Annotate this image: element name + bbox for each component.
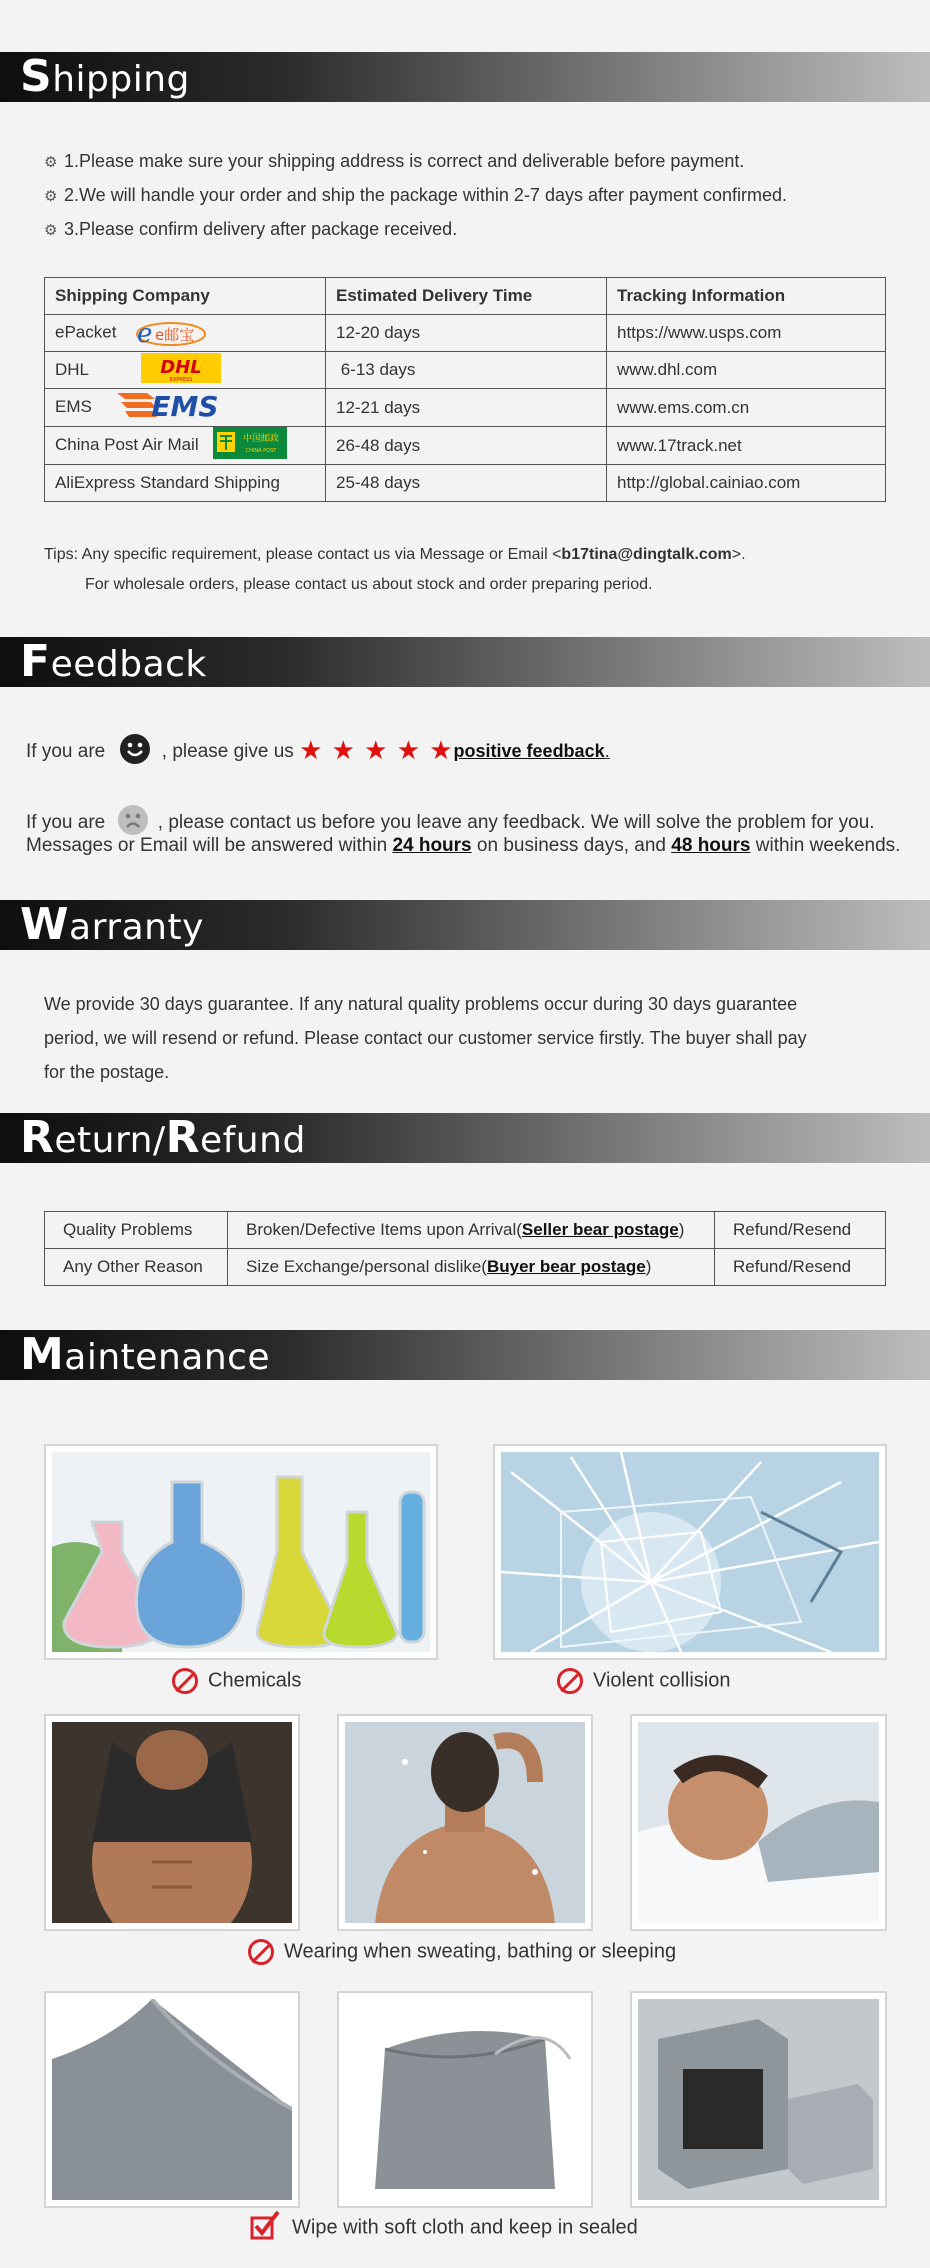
shipping-bullet-3: ⚙ 3.Please confirm delivery after package received. [44, 219, 458, 239]
action-cell: Refund/Resend [715, 1249, 886, 1286]
table-row [45, 352, 886, 389]
violent-collision-image [493, 1444, 887, 1660]
table-row [45, 427, 886, 465]
positive-feedback-text: positive feedback [453, 741, 605, 762]
delivery-cell: 12-20 days [326, 315, 607, 352]
warranty-text: We provide 30 days guarantee. If any natural quality problems occur during 30 days guarantee period, we will resend or refund. Please contact our customer service firstly. The buyer shall pay for the postage. [44, 994, 807, 1082]
feedback-header [0, 637, 930, 687]
gear-bullet-icon: ⚙ [44, 154, 58, 171]
return-refund-header [0, 1113, 930, 1163]
tips-email[interactable]: b17tina@dingtalk.com [561, 546, 732, 563]
return-refund-title: Return/Refund [20, 1112, 306, 1163]
bathing-image [337, 1714, 593, 1931]
sweating-image [44, 1714, 300, 1931]
table-row [45, 465, 886, 502]
shipping-bullet-2: ⚙ 2.We will handle your order and ship the package within 2-7 days after payment confirmed. [44, 185, 788, 205]
description-cell: Broken/Defective Items upon Arrival(Seller bear postage) [228, 1212, 715, 1249]
shipping-bullet-1: ⚙ 1.Please make sure your shipping address is correct and deliverable before payment. [44, 151, 745, 171]
warranty-header [0, 900, 930, 950]
tracking-cell: www.17track.net [607, 427, 886, 465]
checkbox-check-icon [250, 2210, 280, 2246]
shipping-title: Shipping [20, 51, 190, 102]
soft-cloth-image [44, 1991, 300, 2208]
delivery-cell [326, 352, 607, 389]
tracking-cell: http://global.cainiao.com [607, 465, 886, 502]
warranty-title: Warranty [20, 899, 204, 950]
sealed-box-image [630, 1991, 887, 2208]
dhl-logo-subtext: EXPRESS [169, 376, 193, 383]
wipe-caption: Wipe with soft cloth and keep in sealed [250, 2210, 638, 2246]
return-table [44, 1211, 886, 1286]
header-tracking: Tracking Information [607, 278, 886, 315]
gear-bullet-icon: ⚙ [44, 188, 58, 205]
feedback-line-1: If you are , please give us ★ ★ ★ ★ ★positive feedback. [26, 733, 610, 771]
dhl-logo [141, 353, 221, 388]
shipping-header [0, 52, 930, 102]
epacket-logo [131, 318, 207, 348]
header-delivery-time: Estimated Delivery Time [326, 278, 607, 315]
china-post-logo [213, 427, 287, 464]
ems-logo [117, 389, 223, 426]
reason-cell: Any Other Reason [45, 1249, 228, 1286]
company-cell: AliExpress Standard Shipping [45, 465, 326, 502]
china-post-logo-subtext: CHINA POST [246, 448, 277, 454]
table-row [45, 1212, 886, 1249]
tips-line-2: For wholesale orders, please contact us about stock and order preparing period. [85, 576, 653, 593]
header-shipping-company: Shipping Company [45, 278, 326, 315]
collision-caption: Violent collision [557, 1668, 731, 1694]
feedback-line-3: Messages or Email will be answered within 24 hours on business days, and 48 hours within weekends. [26, 835, 901, 856]
epacket-logo-text: e邮宝 [155, 326, 195, 344]
delivery-cell: 25-48 days [326, 465, 607, 502]
delivery-value: 6-13 days [340, 360, 416, 379]
feedback-title: Feedback [20, 636, 207, 687]
dhl-logo-text: DHL [160, 356, 202, 378]
no-entry-icon [248, 1939, 274, 1965]
wearing-caption: Wearing when sweating, bathing or sleeping [248, 1939, 676, 1965]
tips-line-1: Tips: Any specific requirement, please contact us via Message or Email <b17tina@dingtalk.com>. [44, 546, 746, 563]
no-entry-icon [172, 1668, 198, 1694]
tracking-cell: https://www.usps.com [607, 315, 886, 352]
company-cell [45, 352, 326, 389]
action-cell: Refund/Resend [715, 1212, 886, 1249]
company-name: EMS [55, 396, 92, 416]
company-cell [45, 427, 326, 465]
company-name: DHL [55, 359, 89, 379]
shipping-table [44, 277, 886, 502]
happy-face-icon [119, 733, 151, 771]
no-entry-icon [557, 1668, 583, 1694]
tracking-cell: www.ems.com.cn [607, 389, 886, 427]
delivery-cell: 12-21 days [326, 389, 607, 427]
sleeping-image [630, 1714, 887, 1931]
star-icon: ★ ★ ★ ★ ★ [299, 735, 454, 766]
maintenance-title: Maintenance [20, 1329, 271, 1380]
company-name: ePacket [55, 322, 117, 342]
table-header-row [45, 278, 886, 315]
company-cell [45, 315, 326, 352]
feedback-line-2: If you are , please contact us before you leave any feedback. We will solve the problem for you. [26, 804, 875, 842]
table-row [45, 1249, 886, 1286]
description-cell: Size Exchange/personal dislike(Buyer bear postage) [228, 1249, 715, 1286]
company-cell [45, 389, 326, 427]
table-row [45, 315, 886, 352]
ems-logo-text: EMS [151, 390, 219, 421]
company-name: China Post Air Mail [55, 434, 199, 454]
gear-bullet-icon: ⚙ [44, 222, 58, 239]
chemicals-caption: Chemicals [172, 1668, 301, 1694]
chemicals-image [44, 1444, 438, 1660]
svg-text:e: e [137, 319, 153, 348]
tracking-cell: www.dhl.com [607, 352, 886, 389]
reason-cell: Quality Problems [45, 1212, 228, 1249]
delivery-cell: 26-48 days [326, 427, 607, 465]
table-row [45, 389, 886, 427]
velvet-pouch-image [337, 1991, 593, 2208]
maintenance-header [0, 1330, 930, 1380]
china-post-logo-text: 中国邮政 [243, 434, 280, 444]
